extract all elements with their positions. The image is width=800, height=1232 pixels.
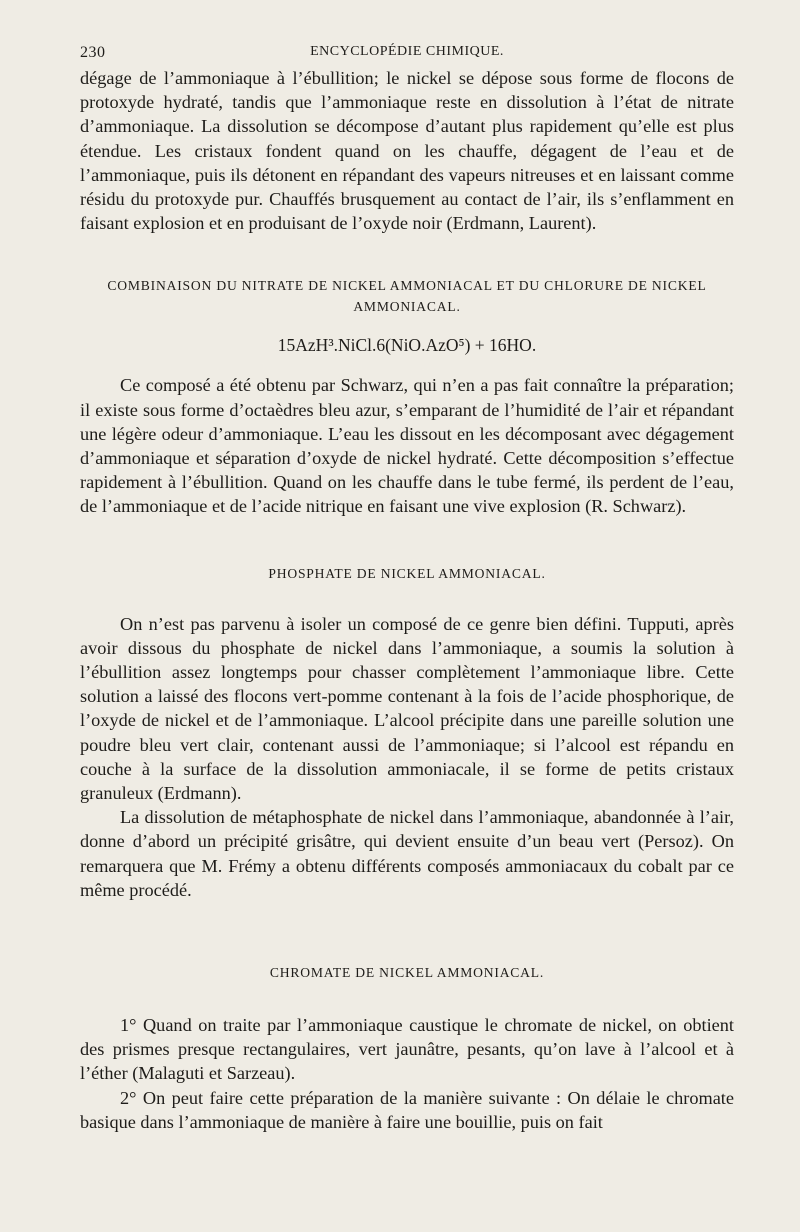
section-title-nitrate-chlorure: COMBINAISON DU NITRATE DE NICKEL AMMONIACAL ET DU CHLORURE DE NICKEL AMMONIACAL. — [107, 278, 707, 315]
running-title: ENCYCLOPÉDIE CHIMIQUE. — [310, 44, 504, 59]
paragraph-chromate-method-1: 1° Quand on traite par l’ammoniaque caustique le chromate de nickel, on obtient des prismes presque rectangulaires, vert jaunâtre, pesants, qu’on lave à l’alcool et à l’éther (Malaguti et Sarzeau). — [80, 1015, 734, 1084]
chemical-formula: 15AzH³.NiCl.6(NiO.AzO⁵) + 16HO. — [277, 335, 537, 356]
running-header — [80, 44, 734, 66]
paragraph-phosphate-tupputi: On n’est pas parvenu à isoler un composé de ce genre bien défini. Tupputi, après avoir dissous du phosphate de nickel dans l’ammoniaque, a soumis la solution à l’ébullition assez longtemps pour chasser complètement l’ammoniaque libre. Cette solution a laissé des flocons vert-pomme contenant à la fois de l’acide phosphorique, de l’oxyde de nickel et de l’ammoniaque. L’alcool précipite dans une pareille solution une poudre bleu vert clair, contenant aussi de l’ammoniaque; si l’alcool est répandu en couche à la surface de la dissolution ammoniacale, il se forme de petits cristaux granuleux (Erdmann). — [80, 613, 734, 804]
section-title-phosphate: PHOSPHATE DE NICKEL AMMONIACAL. — [268, 565, 546, 581]
paragraph-metaphosphate: La dissolution de métaphosphate de nickel dans l’ammoniaque, abandonnée à l’air, donne d’abord un précipité grisâtre, qui devient ensuite d’un beau vert (Persoz). On remarquera que M. Frémy a obtenu différents composés ammoniacaux du cobalt par ce même procédé. — [80, 807, 734, 900]
section-title-chromate: CHROMATE DE NICKEL AMMONIACAL. — [269, 965, 545, 981]
paragraph-schwarz-compound: Ce composé a été obtenu par Schwarz, qui n’en a pas fait connaître la préparation; il existe sous forme d’octaèdres bleu azur, s’emparant de l’humidité de l’air et répandant une légère odeur d’ammoniaque. L’eau les dissout en les décomposant avec dégagement d’ammoniaque et séparation d’oxyde de nickel hydraté. Cette décomposition s’effectue rapidement à l’ébullition. Quand on les chauffe dans le tube fermé, ils perdent de l’eau, de l’ammoniaque et de l’acide nitrique en faisant une vive explosion (R. Schwarz). — [80, 375, 734, 517]
paragraph-nitrate-continuation: dégage de l’ammoniaque à l’ébullition; le nickel se dépose sous forme de flocons de protoxyde hydraté, tandis que l’ammoniaque reste en dissolution à l’état de nitrate d’ammoniaque. La dissolution se décompose d’autant plus rapidement qu’elle est plus étendue. Les cristaux fondent quand on les chauffe, dégagent de l’eau et de l’ammoniaque, puis ils détonent en répandant des vapeurs nitreuses et en laissant comme résidu du protoxyde pur. Chauffés brusquement au contact de l’air, ils s’enflamment en faisant explosion et en produisant de l’oxyde noir (Erdmann, Laurent). — [80, 68, 734, 234]
paragraph-chromate-method-2: 2° On peut faire cette préparation de la manière suivante : On délaie le chromate basique dans l’ammoniaque de manière à faire une bouillie, puis on fait — [80, 1087, 734, 1132]
page-number: 230 — [80, 44, 106, 61]
